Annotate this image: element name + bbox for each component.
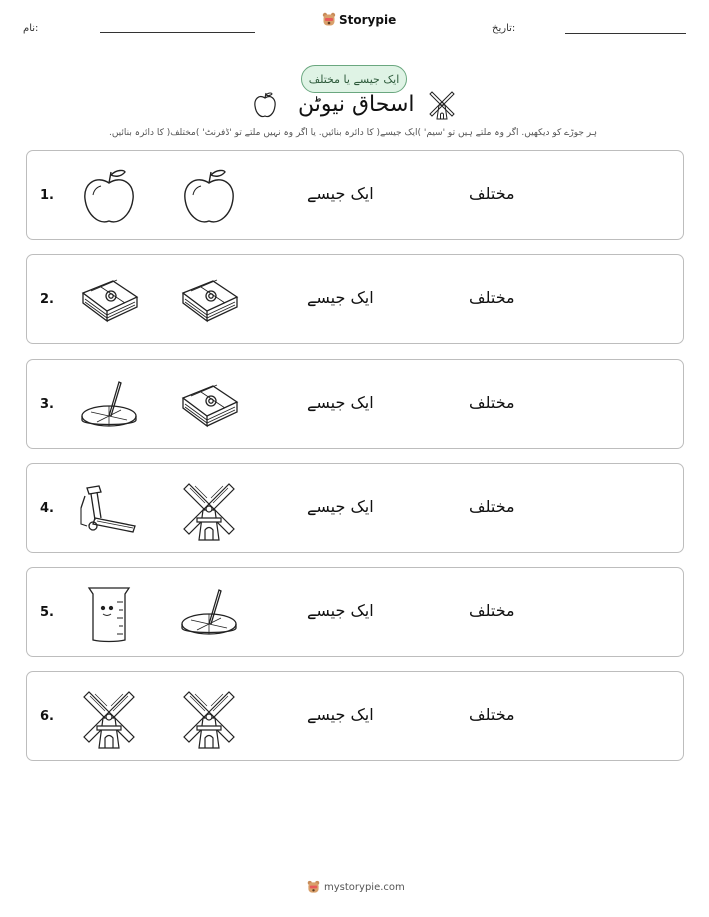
footer <box>307 880 405 895</box>
pair-row <box>26 150 684 240</box>
same-option[interactable]: ایک جیسے <box>307 497 374 516</box>
brand-name: Storypie <box>339 13 397 27</box>
pair-row <box>26 359 684 449</box>
pair-row <box>26 254 684 344</box>
pair-row <box>26 567 684 657</box>
row-number: 2. <box>40 292 54 307</box>
apple-icon <box>77 165 141 229</box>
same-option[interactable]: ایک جیسے <box>307 705 374 724</box>
name-line[interactable] <box>100 32 255 33</box>
beaker-icon <box>77 582 141 646</box>
pair-row <box>26 671 684 761</box>
row-number: 3. <box>40 397 54 412</box>
row-number: 5. <box>40 605 54 620</box>
same-option[interactable]: ایک جیسے <box>307 184 374 203</box>
same-option[interactable]: ایک جیسے <box>307 601 374 620</box>
different-option[interactable]: مختلف <box>469 601 515 620</box>
instructions: ہر جوڑے کو دیکھیں. اگر وہ ملتے ہیں تو 'سیم' )ایک جیسے( کا دائرہ بنائیں. یا اگر وہ نہیں ملتے تو 'ڈفرنٹ' )مختلف( کا دائرہ بنائیں. <box>108 128 598 138</box>
windmill-icon <box>177 478 241 542</box>
name-label: نام: <box>23 23 39 34</box>
apple-icon <box>252 90 278 120</box>
different-option[interactable]: مختلف <box>469 184 515 203</box>
row-number: 6. <box>40 709 54 724</box>
windmill-icon <box>427 89 457 121</box>
apple-icon <box>177 165 241 229</box>
different-option[interactable]: مختلف <box>469 288 515 307</box>
date-label: تاریخ: <box>492 23 516 34</box>
bear-logo-icon <box>322 12 336 28</box>
sundial-icon <box>177 582 241 646</box>
brand-logo <box>322 12 396 28</box>
treadmill-icon <box>77 478 141 542</box>
date-line[interactable] <box>565 33 686 34</box>
sundial-icon <box>77 374 141 438</box>
book-icon <box>77 269 141 333</box>
bear-logo-icon <box>307 880 320 895</box>
page-title: اسحاق نیوٹن <box>298 92 415 117</box>
same-option[interactable]: ایک جیسے <box>307 393 374 412</box>
windmill-icon <box>77 686 141 750</box>
different-option[interactable]: مختلف <box>469 393 515 412</box>
different-option[interactable]: مختلف <box>469 497 515 516</box>
windmill-icon <box>177 686 241 750</box>
footer-site[interactable]: mystorypie.com <box>324 882 405 893</box>
worksheet-badge: ایک جیسے یا مختلف <box>301 65 407 93</box>
row-number: 1. <box>40 188 54 203</box>
book-icon <box>177 374 241 438</box>
different-option[interactable]: مختلف <box>469 705 515 724</box>
row-number: 4. <box>40 501 54 516</box>
pair-row <box>26 463 684 553</box>
book-icon <box>177 269 241 333</box>
same-option[interactable]: ایک جیسے <box>307 288 374 307</box>
